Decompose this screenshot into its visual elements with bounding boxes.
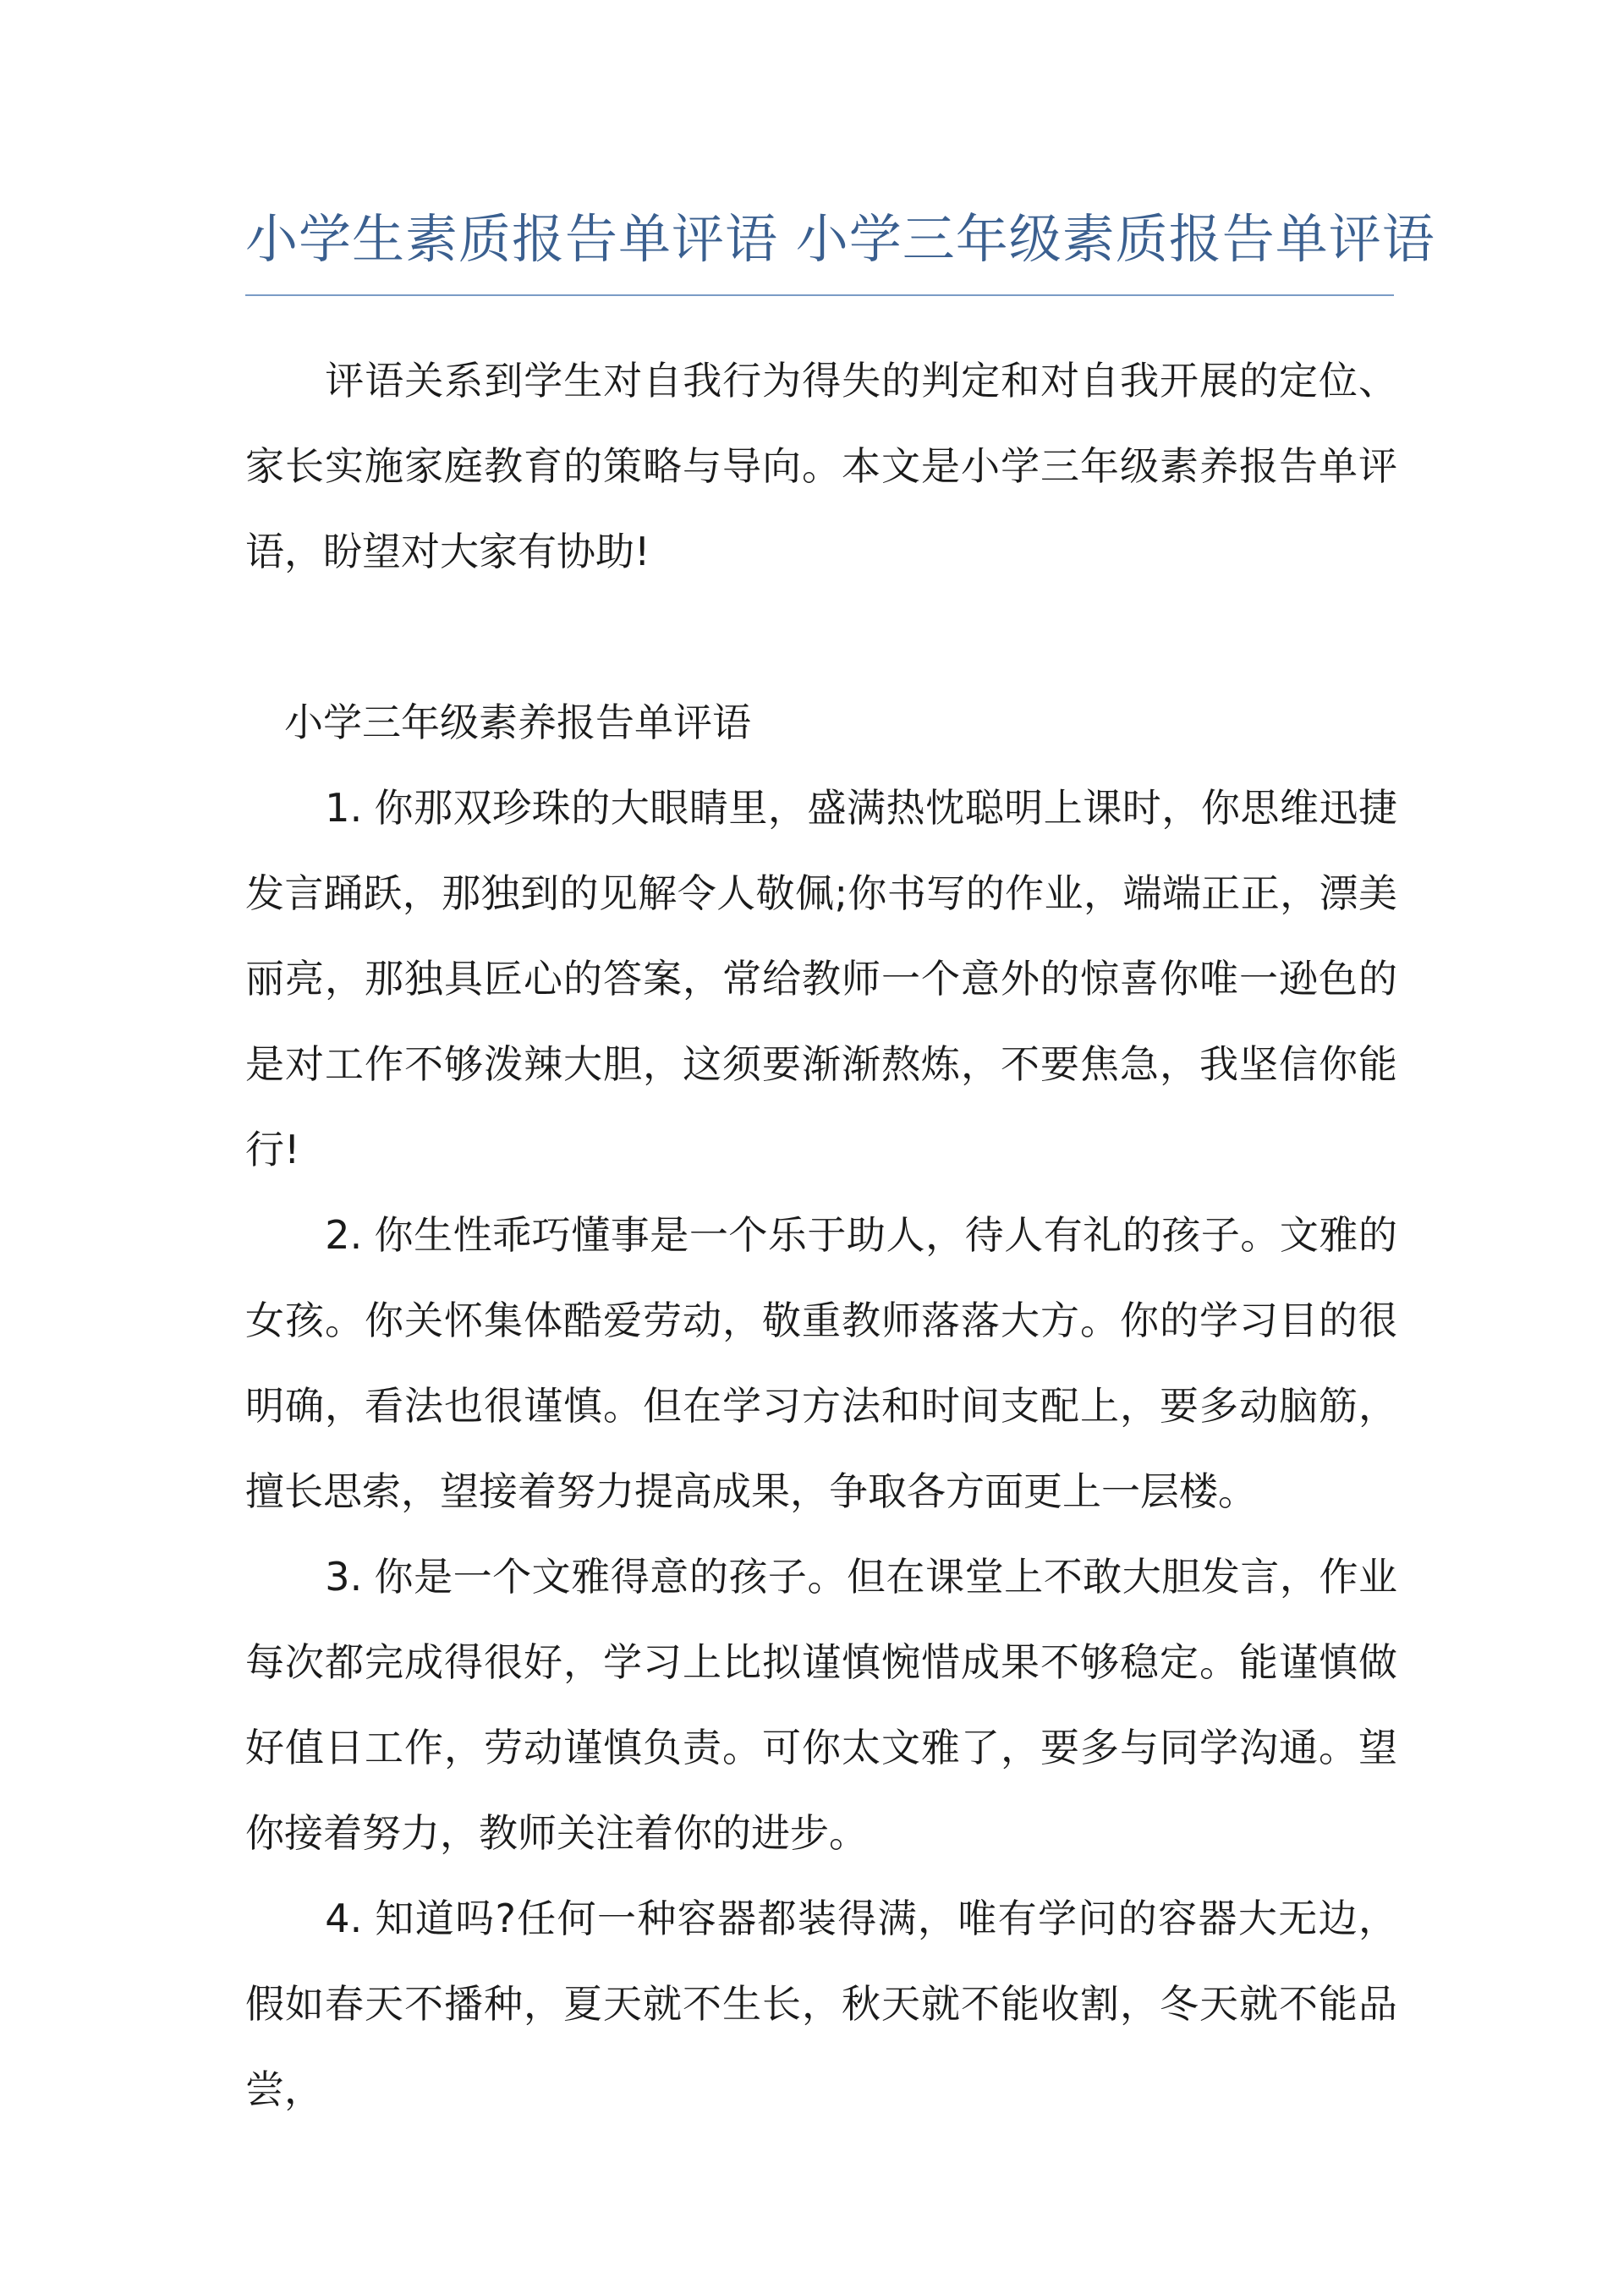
intro-paragraph: 评语关系到学生对自我行为得失的判定和对自我开展的定位、家长实施家庭教育的策略与导向。本文是小学三年级素养报告单评语，盼望对大家有协助! <box>245 358 1397 574</box>
comment-item-4 <box>245 1876 1397 2132</box>
comment-item-1 <box>245 766 1397 1193</box>
document-title: 小学生素质报告单评语 小学三年级素质报告单评语 <box>245 208 1435 270</box>
item-number: 2. <box>325 1212 363 1258</box>
document-body <box>245 338 1397 2132</box>
section-heading: 小学三年级素养报告单评语 <box>284 700 751 745</box>
item-number: 3. <box>325 1554 363 1600</box>
item-number: 4. <box>325 1896 363 1941</box>
comment-item-2 <box>245 1193 1397 1534</box>
item-number: 1. <box>325 785 363 831</box>
item-text: 你生性乖巧懂事是一个乐于助人，待人有礼的孩子。文雅的女孩。你关怀集体酷爱劳动，敬重教师落落大方。你的学习目的很明确，看法也很谨慎。但在学习方法和时间支配上，要多动脑筋，擅长思索，望接着努力提高成果，争取各方面更上一层楼。 <box>245 1212 1397 1514</box>
item-text: 你是一个文雅得意的孩子。但在课堂上不敢大胆发言，作业每次都完成得很好，学习上比拟谨慎惋惜成果不够稳定。能谨慎做好值日工作，劳动谨慎负责。可你太文雅了，要多与同学沟通。望你接着努力，教师关注着你的进步。 <box>245 1554 1397 1856</box>
comment-item-3 <box>245 1534 1397 1876</box>
item-text: 你那双珍珠的大眼睛里，盛满热忱聪明上课时，你思维迅捷发言踊跃，那独到的见解令人敬佩;你书写的作业，端端正正，漂美丽亮，那独具匠心的答案，常给教师一个意外的惊喜你唯一逊色的是对工作不够泼辣大胆，这须要渐渐熬炼，不要焦急，我坚信你能行! <box>245 785 1397 1172</box>
paragraph-spacer <box>245 595 1397 680</box>
item-text: 知道吗?任何一种容器都装得满，唯有学问的容器大无边，假如春天不播种，夏天就不生长，秋天就不能收割，冬天就不能品尝， <box>245 1896 1397 2112</box>
title-underline <box>245 294 1394 296</box>
